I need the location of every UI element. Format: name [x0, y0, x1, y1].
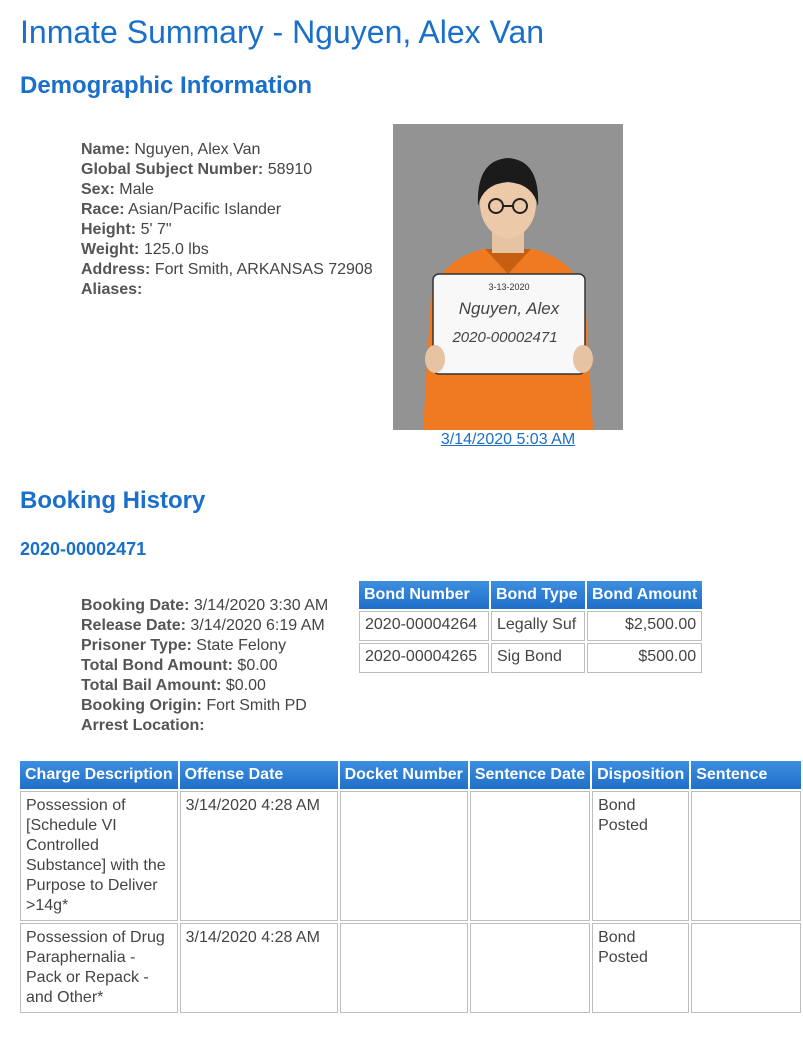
booking-origin-field: Booking Origin: Fort Smith PD — [81, 697, 307, 714]
placard-name: Nguyen, Alex — [458, 299, 560, 318]
bond-type-cell: Sig Bond — [491, 643, 585, 673]
arrest-location-field: Arrest Location: — [81, 717, 205, 734]
charge-description-cell: Possession of [Schedule VI Controlled Substance] with the Purpose to Deliver >14g* — [20, 791, 178, 921]
bond-number-cell: 2020-00004264 — [359, 611, 489, 641]
booking-date-field: Booking Date: 3/14/2020 3:30 AM — [81, 597, 329, 614]
charge-description-cell: Possession of Drug Paraphernalia - Pack or Repack - and Other* — [20, 923, 178, 1013]
sentence-cell — [691, 923, 801, 1013]
weight-field: Weight: 125.0 lbs — [81, 241, 209, 258]
booking-photo[interactable] — [393, 124, 623, 430]
total-bond-amount-field: Total Bond Amount: $0.00 — [81, 657, 278, 674]
sentence-header: Sentence — [691, 761, 801, 789]
placard-number: 2020-00002471 — [452, 329, 558, 346]
offense-date-cell: 3/14/2020 4:28 AM — [180, 923, 338, 1013]
demographic-fields — [81, 140, 373, 300]
bond-amount-cell: $2,500.00 — [587, 611, 702, 641]
charge-table — [18, 759, 803, 1015]
aliases-field: Aliases: — [81, 281, 143, 298]
bond-amount-cell: $500.00 — [587, 643, 702, 673]
table-row — [20, 923, 801, 1013]
sentence-cell — [691, 791, 801, 921]
bond-table — [357, 579, 704, 675]
race-field: Race: Asian/Pacific Islander — [81, 201, 282, 218]
release-date-field: Release Date: 3/14/2020 6:19 AM — [81, 617, 325, 634]
disposition-cell: Bond Posted — [592, 923, 689, 1013]
global-subject-number-field: Global Subject Number: 58910 — [81, 161, 313, 178]
name-field: Name: Nguyen, Alex Van — [81, 141, 261, 158]
height-field: Height: 5' 7" — [81, 221, 172, 238]
bond-number-header: Bond Number — [359, 581, 489, 609]
total-bail-amount-field: Total Bail Amount: $0.00 — [81, 677, 266, 694]
bond-number-cell: 2020-00004265 — [359, 643, 489, 673]
prisoner-type-field: Prisoner Type: State Felony — [81, 637, 287, 654]
charge-table-container[interactable] — [18, 759, 768, 1029]
photo-date-link[interactable]: 3/14/2020 5:03 AM — [440, 431, 576, 448]
charge-table-header-row — [20, 761, 801, 789]
sentence-date-header: Sentence Date — [470, 761, 590, 789]
booking-history-heading: Booking History — [20, 487, 206, 514]
charge-description-header: Charge Description — [20, 761, 178, 789]
sex-field: Sex: Male — [81, 181, 154, 198]
table-row — [359, 611, 702, 641]
docket-number-cell — [340, 791, 468, 921]
booking-fields — [81, 596, 328, 736]
sentence-date-cell — [470, 791, 590, 921]
table-row — [20, 791, 801, 921]
placard-date: 3-13-2020 — [488, 282, 530, 292]
bond-amount-header: Bond Amount — [587, 581, 702, 609]
booking-number: 2020-00002471 — [20, 539, 147, 559]
address-field: Address: Fort Smith, ARKANSAS 72908 — [81, 261, 373, 278]
sentence-date-cell — [470, 923, 590, 1013]
bond-table-header-row — [359, 581, 702, 609]
docket-number-header: Docket Number — [340, 761, 468, 789]
disposition-header: Disposition — [592, 761, 689, 789]
demographic-heading: Demographic Information — [20, 72, 313, 99]
table-row — [359, 643, 702, 673]
page-title: Inmate Summary - Nguyen, Alex Van — [20, 14, 545, 50]
mugshot-image — [393, 124, 623, 430]
offense-date-cell: 3/14/2020 4:28 AM — [180, 791, 338, 921]
bond-type-cell: Legally Suf — [491, 611, 585, 641]
docket-number-cell — [340, 923, 468, 1013]
offense-date-header: Offense Date — [180, 761, 338, 789]
disposition-cell: Bond Posted — [592, 791, 689, 921]
bond-type-header: Bond Type — [491, 581, 585, 609]
